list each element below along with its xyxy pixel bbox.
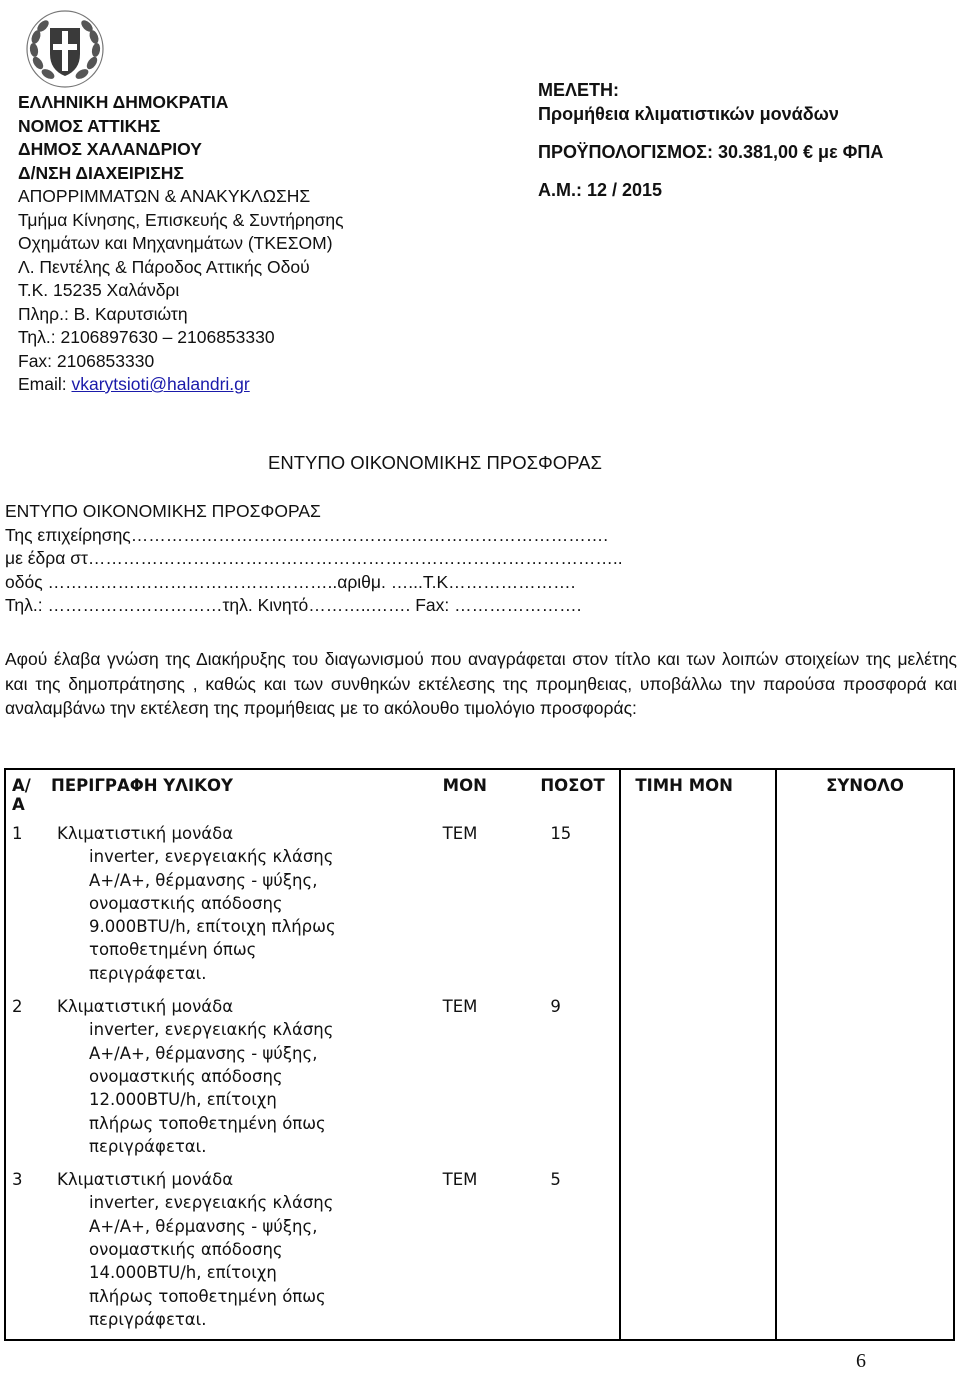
firm-contact-line: Τηλ.: …………………………τηλ. Κινητό………..……. Fax: …………………. [5, 595, 582, 615]
desc-line: πλήρως τοποθετημένη όπως [89, 1286, 326, 1306]
declaration-paragraph: Αφού έλαβα γνώση της Διακήρυξης του διαγωνισμού που αναγράφεται στον τίτλο και των λοιπών στοιχείων της μελέτης και της δημοπράτησης , καθώς και των συνθηκών εκτέλεσης της προμηθειας, υποβάλλω την παρούσα προσφορά και αναλαμβάνω την εκτέλεση της προμήθειας με το ακόλουθο τιμολόγιο προσφοράς: [5, 649, 957, 718]
row-description [45, 993, 399, 1166]
firm-name-line: Της επιχείρησης………………………………………………………………………. [5, 524, 609, 545]
budget-line: ΠΡΟΫΠΟΛΟΓΙΣΜΟΣ: 30.381,00 € με ΦΠΑ [538, 142, 884, 162]
desc-line: ονομαστκιής απόδοσης [89, 893, 283, 913]
header-quantity: ΠΟΣΟΤ [534, 769, 620, 820]
firm-details-block [5, 500, 623, 618]
issuer-line: ΔΗΜΟΣ ΧΑΛΑΝΔΡΙΟΥ [18, 139, 202, 159]
header-description: ΠΕΡΙΓΡΑΦΗ ΥΛΙΚΟΥ [45, 769, 399, 820]
row-unit-price[interactable] [620, 993, 776, 1166]
row-description [45, 820, 399, 993]
table-row [5, 993, 954, 1166]
issuer-line: Πληρ.: Β. Καρυτσιώτη [18, 303, 188, 324]
desc-line: 9.000BTU/h, επίτοιχη πλήρως [89, 917, 336, 937]
row-aa: 1 [5, 820, 45, 993]
header-unit-price: ΤΙΜΗ ΜΟΝ [620, 769, 776, 820]
desc-line: inverter, ενεργειακής κλάσης [89, 847, 334, 867]
desc-line: ονομαστκιής απόδοσης [89, 1240, 283, 1260]
coat-of-arms-emblem [24, 8, 106, 90]
issuer-line: Δ/ΝΣΗ ΔΙΑΧΕΙΡΙΣΗΣ [18, 162, 184, 183]
am-line: Α.Μ.: 12 / 2015 [538, 180, 663, 200]
row-aa: 2 [5, 993, 45, 1166]
issuer-line: Οχημάτων και Μηχανημάτων (ΤΚΕΣΟΜ) [18, 233, 333, 253]
table-row [5, 1166, 954, 1340]
issuer-line: Τ.Κ. 15235 Χαλάνδρι [18, 280, 180, 300]
desc-line: Κλιματιστική μονάδα [57, 1170, 234, 1190]
row-total[interactable] [776, 1166, 954, 1340]
issuer-line: ΝΟΜΟΣ ΑΤΤΙΚΗΣ [18, 115, 161, 136]
page-number: 6 [856, 1350, 866, 1372]
row-quantity: 5 [534, 1166, 620, 1340]
row-quantity: 9 [534, 993, 620, 1166]
row-total[interactable] [776, 993, 954, 1166]
issuer-line: Λ. Πεντέλης & Πάροδος Αττικής Οδού [18, 256, 310, 277]
issuer-line: Τμήμα Κίνησης, Επισκευής & Συντήρησης [18, 209, 344, 230]
study-info-block [538, 78, 883, 202]
desc-line: τοποθετημένη όπως [89, 940, 257, 960]
desc-line: Κλιματιστική μονάδα [57, 824, 234, 843]
desc-line: περιγράφεται. [89, 1309, 207, 1329]
firm-heading: ΕΝΤΥΠΟ ΟΙΚΟΝΟΜΙΚΗΣ ΠΡΟΣΦΟΡΑΣ [5, 501, 321, 521]
row-unit: ΤΕΜ [442, 824, 478, 843]
desc-line: Α+/Α+, θέρμανσης - ψύξης, [89, 870, 318, 890]
issuer-line: Τηλ.: 2106897630 – 2106853330 [18, 327, 275, 347]
issuer-address-block [18, 91, 344, 397]
desc-line: 14.000BTU/h, επίτοιχη [89, 1263, 277, 1283]
email-label: Email: [18, 374, 72, 394]
issuer-line: ΑΠΟΡΡΙΜΜΑΤΩΝ & ΑΝΑΚΥΚΛΩΣΗΣ [18, 186, 311, 206]
header-unit: ΜΟΝ [399, 769, 535, 820]
row-total[interactable] [776, 820, 954, 993]
row-quantity: 15 [534, 820, 620, 993]
row-unit: ΤΕΜ [399, 1166, 535, 1340]
row-unit-price[interactable] [620, 820, 776, 993]
issuer-line: ΕΛΛΗΝΙΚΗ ΔΗΜΟΚΡΑΤΙΑ [18, 92, 229, 112]
desc-line: 12.000BTU/h, επίτοιχη [89, 1090, 277, 1110]
form-title: ΕΝΤΥΠΟ ΟΙΚΟΝΟΜΙΚΗΣ ΠΡΟΣΦΟΡΑΣ [268, 452, 602, 473]
desc-line: περιγράφεται. [89, 963, 207, 983]
row-unit-price[interactable] [620, 1166, 776, 1340]
row-description [45, 1166, 399, 1340]
desc-line: πλήρως τοποθετημένη όπως [89, 1113, 326, 1133]
table-row [5, 820, 954, 993]
row-aa: 3 [5, 1166, 45, 1340]
desc-line: inverter, ενεργειακής κλάσης [89, 1020, 334, 1040]
desc-line: Α+/Α+, θέρμανσης - ψύξης, [89, 1043, 318, 1063]
study-label: ΜΕΛΕΤΗ: [538, 80, 619, 100]
study-title: Προμήθεια κλιματιστικών μονάδων [538, 104, 839, 124]
issuer-line: Fax: 2106853330 [18, 350, 155, 371]
header-total: ΣΥΝΟΛΟ [776, 769, 954, 820]
desc-line: inverter, ενεργειακής κλάσης [89, 1193, 334, 1213]
email-link[interactable]: vkarytsioti@halandri.gr [71, 374, 250, 394]
desc-line: Α+/Α+, θέρμανσης - ψύξης, [89, 1216, 318, 1236]
firm-seat-line: με έδρα στ……………………………………………………………………………….. [5, 548, 623, 568]
desc-line: ονομαστκιής απόδοσης [89, 1066, 283, 1086]
price-table [4, 768, 955, 1341]
row-unit: ΤΕΜ [442, 997, 478, 1017]
header-aa: Α/Α [5, 769, 45, 820]
desc-line: Κλιματιστική μονάδα [57, 997, 234, 1017]
email-row [18, 373, 344, 397]
desc-line: περιγράφεται. [89, 1136, 207, 1156]
table-header-row [5, 769, 954, 820]
firm-address-line: οδός …………………………………………..αριθμ. …...Τ.Κ…………………. [5, 571, 576, 592]
